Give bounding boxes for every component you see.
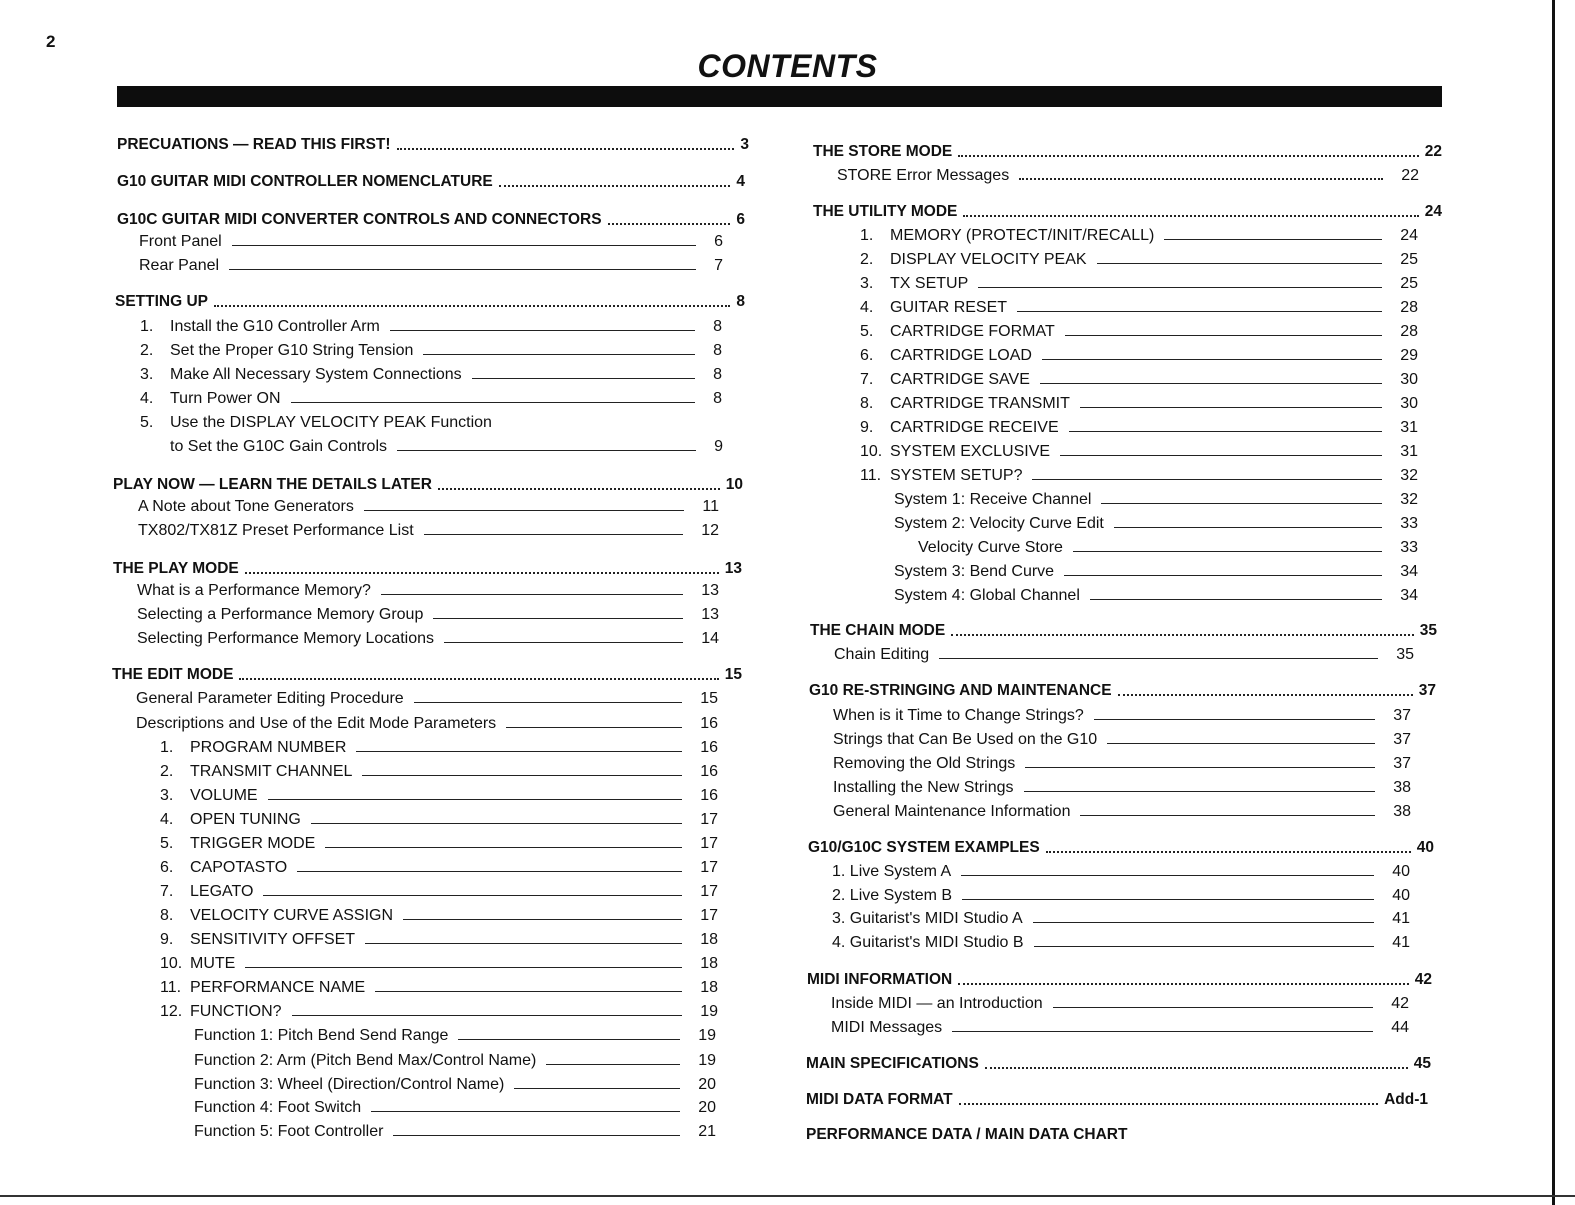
toc-entry[interactable]: 1. Live System A 40 [832,863,1410,880]
toc-entry[interactable]: Function 2: Arm (Pitch Bend Max/Control Name) 19 [194,1052,716,1069]
toc-entry[interactable]: 5. TRIGGER MODE 17 [160,835,718,852]
toc-section[interactable]: THE EDIT MODE 15 [112,666,742,683]
toc-entry[interactable]: General Maintenance Information 38 [833,803,1411,820]
toc-entry[interactable]: System 2: Velocity Curve Edit 33 [894,515,1418,532]
toc-entry[interactable]: Function 3: Wheel (Direction/Control Name) 20 [194,1076,716,1093]
toc-section[interactable]: THE PLAY MODE 13 [113,560,742,577]
toc-entry[interactable]: 9. SENSITIVITY OFFSET 18 [160,931,718,948]
toc-entry[interactable]: TX802/TX81Z Preset Performance List 12 [138,522,719,539]
toc-entry[interactable]: Chain Editing 35 [834,646,1414,663]
page-title: CONTENTS [697,48,878,84]
toc-entry[interactable]: Rear Panel 7 [139,257,723,274]
toc-section[interactable]: G10/G10C SYSTEM EXAMPLES 40 [808,839,1434,856]
page-edge [1552,0,1555,1205]
toc-entry[interactable]: 3. VOLUME 16 [160,787,718,804]
toc-section[interactable]: PRECUATIONS — READ THIS FIRST! 3 [117,136,749,153]
toc-entry[interactable]: 2. TRANSMIT CHANNEL 16 [160,763,718,780]
toc-entry[interactable]: Installing the New Strings 38 [833,779,1411,796]
toc-entry[interactable]: 10. MUTE 18 [160,955,718,972]
toc-entry[interactable]: 2. Set the Proper G10 String Tension 8 [140,342,722,359]
toc-entry[interactable]: 1. PROGRAM NUMBER 16 [160,739,718,756]
toc-entry[interactable]: Selecting a Performance Memory Group 13 [137,606,719,623]
toc-section[interactable]: MIDI INFORMATION 42 [807,971,1432,988]
toc-entry[interactable]: What is a Performance Memory? 13 [137,582,719,599]
toc-section[interactable]: G10 GUITAR MIDI CONTROLLER NOMENCLATURE 4 [117,173,745,190]
toc-entry[interactable]: Front Panel 6 [139,233,723,250]
toc-entry[interactable]: 9. CARTRIDGE RECEIVE 31 [860,419,1418,436]
toc-entry[interactable]: to Set the G10C Gain Controls 9 [170,438,723,455]
toc-entry[interactable]: 6. CARTRIDGE LOAD 29 [860,347,1418,364]
toc-entry[interactable]: 3. Make All Necessary System Connections 8 [140,366,722,383]
toc-entry[interactable]: 10. SYSTEM EXCLUSIVE 31 [860,443,1418,460]
toc-entry[interactable]: Strings that Can Be Used on the G10 37 [833,731,1411,748]
page-bottom-edge [0,1195,1575,1197]
toc-entry[interactable]: Function 5: Foot Controller 21 [194,1123,716,1140]
toc-section[interactable]: SETTING UP 8 [115,293,745,310]
toc-entry[interactable]: 5. Use the DISPLAY VELOCITY PEAK Function [140,414,492,431]
toc-entry[interactable]: STORE Error Messages 22 [837,167,1419,184]
toc-entry[interactable]: 1. MEMORY (PROTECT/INIT/RECALL) 24 [860,227,1418,244]
toc-entry[interactable]: When is it Time to Change Strings? 37 [833,707,1411,724]
toc-section[interactable]: THE STORE MODE 22 [813,143,1442,160]
toc-entry[interactable]: 8. VELOCITY CURVE ASSIGN 17 [160,907,718,924]
toc-entry[interactable]: 11. PERFORMANCE NAME 18 [160,979,718,996]
toc-entry[interactable]: 8. CARTRIDGE TRANSMIT 30 [860,395,1418,412]
toc-entry[interactable]: 5. CARTRIDGE FORMAT 28 [860,323,1418,340]
toc-entry[interactable]: 3. TX SETUP 25 [860,275,1418,292]
toc-entry[interactable]: 6. CAPOTASTO 17 [160,859,718,876]
toc-section[interactable]: PLAY NOW — LEARN THE DETAILS LATER 10 [113,476,743,493]
page-number: 2 [46,32,56,51]
toc-entry[interactable]: Inside MIDI — an Introduction 42 [831,995,1409,1012]
toc-entry[interactable]: Function 4: Foot Switch 20 [194,1099,716,1116]
toc-entry[interactable]: MIDI Messages 44 [831,1019,1409,1036]
toc-entry[interactable]: 4. OPEN TUNING 17 [160,811,718,828]
toc-entry[interactable]: 2. Live System B 40 [832,887,1410,904]
toc-entry[interactable]: Removing the Old Strings 37 [833,755,1411,772]
toc-entry[interactable]: Velocity Curve Store 33 [918,539,1418,556]
toc-entry[interactable]: 7. CARTRIDGE SAVE 30 [860,371,1418,388]
toc-entry[interactable]: General Parameter Editing Procedure 15 [136,690,718,707]
toc-entry[interactable]: A Note about Tone Generators 11 [138,498,719,515]
toc-entry[interactable]: Selecting Performance Memory Locations 14 [137,630,719,647]
toc-entry[interactable]: Function 1: Pitch Bend Send Range 19 [194,1027,716,1044]
toc-entry[interactable]: System 4: Global Channel 34 [894,587,1418,604]
toc-entry[interactable]: 2. DISPLAY VELOCITY PEAK 25 [860,251,1418,268]
toc-entry[interactable]: 12. FUNCTION? 19 [160,1003,718,1020]
toc-section[interactable]: MIDI DATA FORMAT Add-1 [806,1091,1428,1108]
toc-entry[interactable]: Descriptions and Use of the Edit Mode Parameters 16 [136,715,718,732]
toc-entry[interactable]: 3. Guitarist's MIDI Studio A 41 [832,910,1410,927]
toc-entry[interactable]: 4. Turn Power ON 8 [140,390,722,407]
toc-section[interactable]: THE UTILITY MODE 24 [813,203,1442,220]
title-rule [117,86,1442,107]
toc-section[interactable]: PERFORMANCE DATA / MAIN DATA CHART [806,1126,1128,1143]
toc-entry[interactable]: System 3: Bend Curve 34 [894,563,1418,580]
toc-entry[interactable]: 1. Install the G10 Controller Arm 8 [140,318,722,335]
toc-entry[interactable]: 4. Guitarist's MIDI Studio B 41 [832,934,1410,951]
toc-section[interactable]: THE CHAIN MODE 35 [810,622,1437,639]
toc-section[interactable]: G10C GUITAR MIDI CONVERTER CONTROLS AND CONNECTORS 6 [117,211,745,228]
toc-entry[interactable]: 4. GUITAR RESET 28 [860,299,1418,316]
toc-section[interactable]: MAIN SPECIFICATIONS 45 [806,1055,1431,1072]
toc-section[interactable]: G10 RE-STRINGING AND MAINTENANCE 37 [809,682,1436,699]
toc-entry[interactable]: System 1: Receive Channel 32 [894,491,1418,508]
toc-entry[interactable]: 11. SYSTEM SETUP? 32 [860,467,1418,484]
toc-entry[interactable]: 7. LEGATO 17 [160,883,718,900]
